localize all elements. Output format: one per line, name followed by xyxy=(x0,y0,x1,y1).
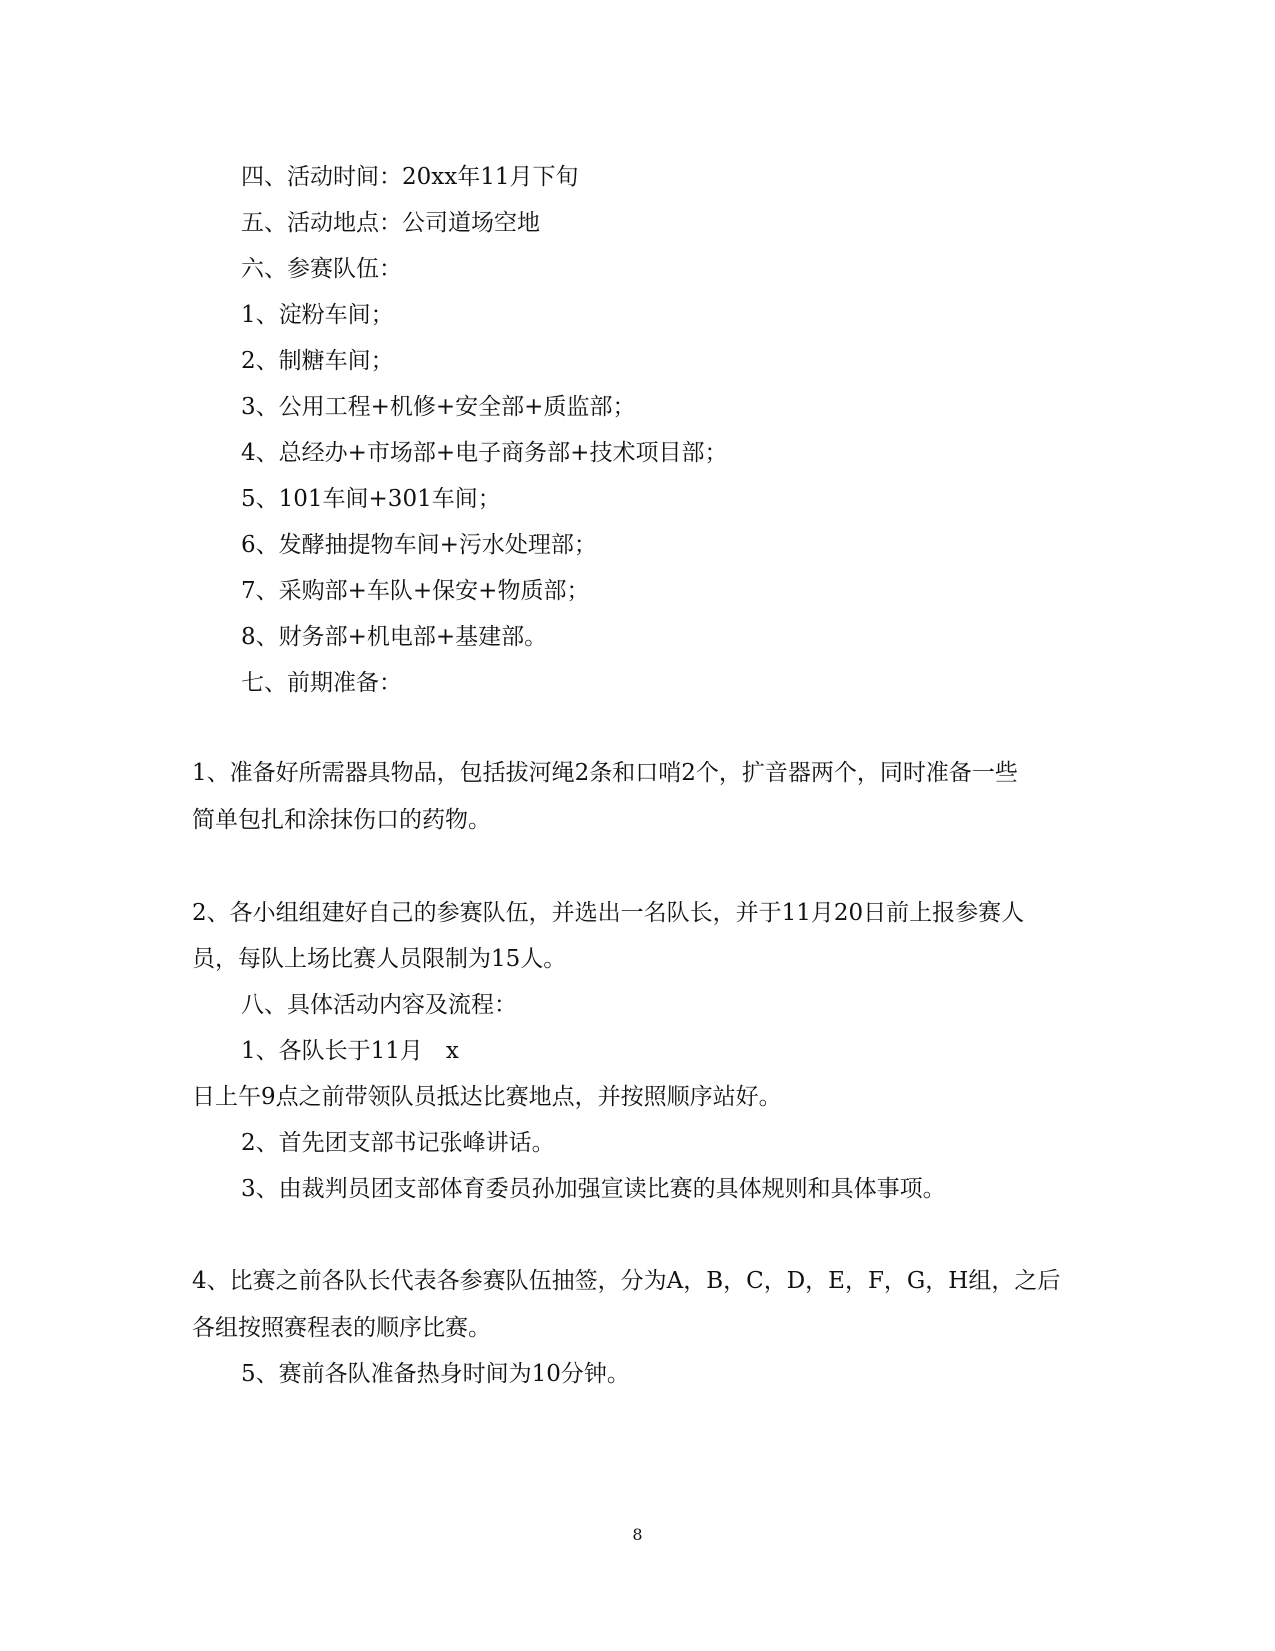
preparation-item-1-line-2: 简单包扎和涂抹伤口的药物。 xyxy=(192,807,491,833)
preparation-item-1-line-1: 1、准备好所需器具物品，包括拔河绳2条和口哨2个，扩音器两个，同时准备一些 xyxy=(192,760,1018,786)
preparation-item-2-line-1: 2、各小组组建好自己的参赛队伍，并选出一名队长，并于11月20日前上报参赛人 xyxy=(192,900,1025,926)
preparation-item-2-line-2: 员，每队上场比赛人员限制为15人。 xyxy=(192,946,567,972)
team-item: 6、发酵抽提物车间+污水处理部； xyxy=(241,532,597,558)
team-item: 1、淀粉车间； xyxy=(241,302,394,328)
team-item: 5、101车间+301车间； xyxy=(241,486,501,512)
team-item: 4、总经办+市场部+电子商务部+技术项目部； xyxy=(241,440,728,466)
team-item: 3、公用工程+机修+安全部+质监部； xyxy=(241,394,636,420)
teams-heading: 六、参赛队伍： xyxy=(241,256,402,282)
procedure-item-1-line-1: 1、各队长于11月 x xyxy=(241,1038,459,1064)
procedure-heading: 八、具体活动内容及流程： xyxy=(241,992,517,1018)
activity-location-line: 五、活动地点：公司道场空地 xyxy=(241,210,540,236)
procedure-item-4-line-1: 4、比赛之前各队长代表各参赛队伍抽签，分为A，B，C，D，E，F，G，H组，之后 xyxy=(192,1268,1061,1294)
team-item: 8、财务部+机电部+基建部。 xyxy=(241,624,548,650)
procedure-item-3: 3、由裁判员团支部体育委员孙加强宣读比赛的具体规则和具体事项。 xyxy=(241,1176,946,1202)
team-item: 7、采购部+车队+保安+物质部； xyxy=(241,578,590,604)
procedure-item-5: 5、赛前各队准备热身时间为10分钟。 xyxy=(241,1361,630,1387)
preparation-heading: 七、前期准备： xyxy=(241,670,402,696)
procedure-item-1-line-2: 日上午9点之前带领队员抵达比赛地点，并按照顺序站好。 xyxy=(192,1084,782,1110)
team-item: 2、制糖车间； xyxy=(241,348,394,374)
activity-time-line: 四、活动时间：20xx年11月下旬 xyxy=(241,164,579,190)
procedure-item-2: 2、首先团支部书记张峰讲话。 xyxy=(241,1130,555,1156)
procedure-item-4-line-2: 各组按照赛程表的顺序比赛。 xyxy=(192,1315,491,1341)
page-number: 8 xyxy=(632,1525,643,1544)
